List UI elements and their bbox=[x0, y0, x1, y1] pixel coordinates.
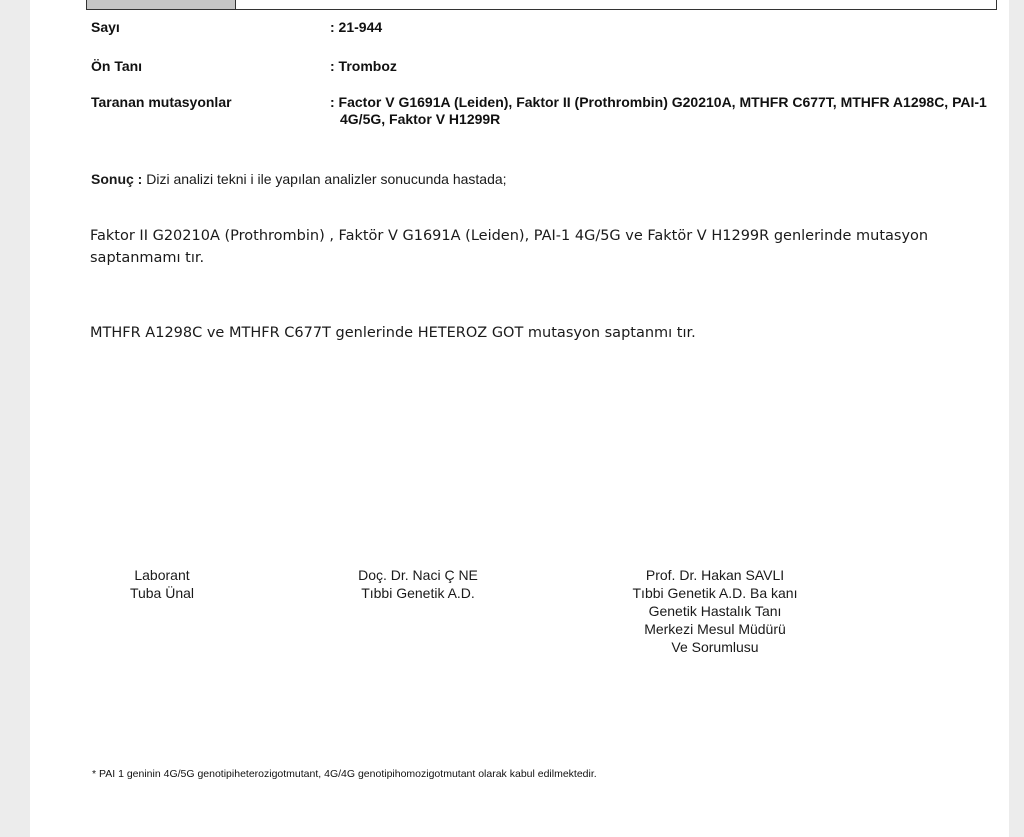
field-value-taranan-mutasyonlar: : Factor V G1691A (Leiden), Faktor II (Prothrombin) G20210A, MTHFR C677T, MTHFR A1298C, PAI-1 4G/5G, Faktor V H1299R bbox=[330, 94, 987, 127]
result-label: Sonuç : bbox=[91, 171, 143, 187]
result-paragraph-no-mutation: Faktor II G20210A (Prothrombin) , Faktör V G1691A (Leiden), PAI-1 4G/5G ve Faktör V H1299R genlerinde mutasyon saptanmamı tır. bbox=[90, 228, 929, 266]
signature-line: Laborant bbox=[134, 567, 190, 583]
report-page bbox=[30, 0, 1009, 837]
footnote: * PAI 1 geninin 4G/5G genotipiheterozigotmutant, 4G/4G genotipihomozigotmutant olarak kabul edilmektedir. bbox=[92, 768, 597, 780]
signature-line: Doç. Dr. Naci Ç NE bbox=[358, 567, 478, 583]
signature-line: Prof. Dr. Hakan SAVLI bbox=[645, 567, 785, 583]
signature-line: Genetik Hastalık Tanı bbox=[648, 603, 782, 619]
signature-line: Tuba Ünal bbox=[129, 585, 195, 601]
field-value-sayi: : 21-944 bbox=[330, 19, 383, 35]
header-table-edge bbox=[86, 0, 997, 10]
signature-line: Merkezi Mesul Müdürü bbox=[644, 621, 786, 637]
result-intro bbox=[91, 171, 507, 188]
field-label-on-tani: Ön Tanı bbox=[91, 58, 143, 74]
result-text: Dizi analizi tekni i ile yapılan analizler sonucunda hastada; bbox=[146, 171, 507, 187]
signature-prof-dr bbox=[600, 566, 830, 656]
signature-line: Tıbbi Genetik A.D. bbox=[361, 585, 475, 601]
field-label-sayi: Sayı bbox=[91, 19, 120, 35]
signature-doc-dr bbox=[328, 566, 508, 602]
signature-line: Ve Sorumlusu bbox=[671, 639, 759, 655]
header-shaded-cell bbox=[87, 0, 236, 9]
signature-laborant bbox=[97, 566, 227, 602]
field-label-taranan-mutasyonlar: Taranan mutasyonlar bbox=[91, 94, 232, 110]
field-value-on-tani: : Tromboz bbox=[330, 58, 397, 74]
signature-line: Tıbbi Genetik A.D. Ba kanı bbox=[632, 585, 798, 601]
result-paragraph-heterozygous: MTHFR A1298C ve MTHFR C677T genlerinde HETEROZ GOT mutasyon saptanmı tır. bbox=[90, 325, 696, 341]
